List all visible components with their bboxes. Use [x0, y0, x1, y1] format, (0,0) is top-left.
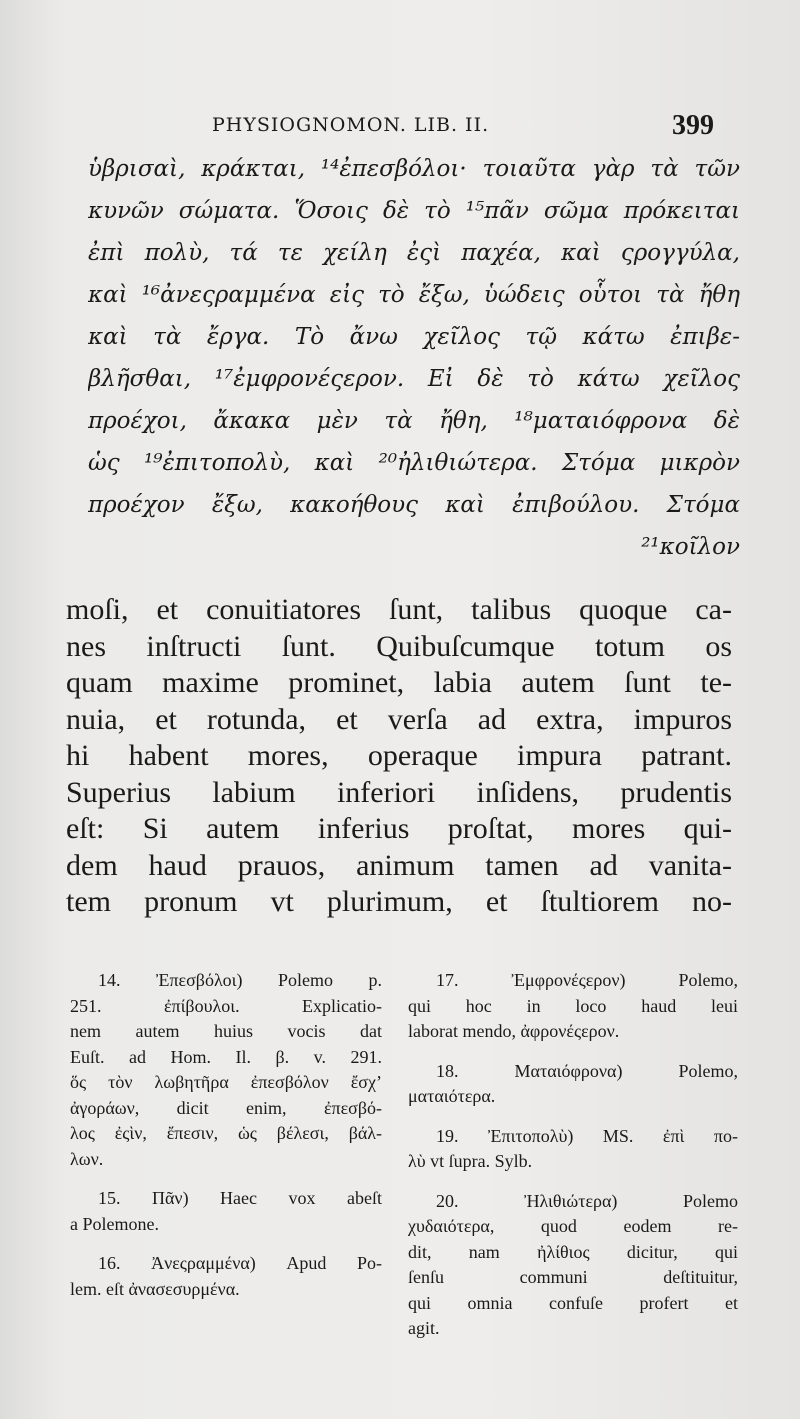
footnote-line: ſenſu communi deſtituitur, — [408, 1267, 738, 1287]
footnote-line: laborat mendo, ἀφρονέςερον. — [408, 1021, 620, 1041]
footnote-line: dit, nam ἠλίθιος dicitur, qui — [408, 1241, 738, 1262]
latin-line: Superius labium inferiori inſidens, prudentis — [66, 775, 732, 809]
footnote-14 — [70, 968, 382, 1172]
footnote-16 — [70, 1251, 382, 1302]
latin-line: eſt: Si autem inferius proſtat, mores qui- — [66, 812, 732, 845]
latin-line: hi habent mores, operaque impura patrant. — [66, 739, 732, 772]
latin-line: moſi, et conuitiatores ſunt, talibus quoque ca- — [66, 593, 732, 626]
footnote-line: χυδαιότερα, quod eodem re- — [408, 1216, 738, 1236]
latin-line: dem haud prauos, animum tamen ad vanita- — [66, 848, 732, 882]
footnote-line: qui omnia confuſe profert et — [408, 1292, 738, 1313]
footnote-line: ἀγοράων, dicit enim, ἐπεσβό- — [70, 1097, 382, 1118]
footnote-line: 19. Ἐπιτοπολὺ) MS. ἐπὶ πο- — [436, 1125, 738, 1146]
running-title: PHYSIOGNOMON. LIB. II. — [212, 114, 490, 136]
footnote-line: Euſt. ad Hom. Il. β. v. 291. — [70, 1046, 382, 1067]
footnote-line: λος ἐςὶν, ἔπεσιν, ὡς βέλεσι, βάλ- — [70, 1123, 382, 1143]
latin-line: nes inſtructi ſunt. Quibuſcumque totum os — [66, 629, 732, 663]
footnote-line: 251. ἐπίβουλοι. Explicatio- — [70, 995, 382, 1016]
latin-line: nuia, et rotunda, et verſa ad extra, impuros — [66, 702, 732, 736]
footnote-line: ὅς τὸν λωβητῆρα ἐπεσβόλον ἔσχ’ — [70, 1072, 382, 1092]
footnotes-right-column — [408, 968, 738, 1356]
greek-text-block — [88, 148, 740, 568]
latin-line: tem pronum vt plurimum, et ſtultiorem no- — [66, 885, 732, 918]
footnote-line: ματαιότερα. — [408, 1086, 496, 1106]
footnote-line: qui hoc in loco haud leui — [408, 995, 738, 1016]
footnote-line: lem. eſt ἀνασεσυρμένα. — [70, 1278, 240, 1299]
greek-line: προέχον ἔξω, κακοήθους καὶ ἐπιβούλου. Στόμα — [88, 492, 740, 518]
footnote-20 — [408, 1189, 738, 1342]
greek-line: καὶ τὰ ἔργα. Τὸ ἄνω χεῖλος τῷ κάτω ἐπιβε- — [88, 324, 740, 350]
latin-text-block — [66, 592, 732, 921]
footnote-line: 16. Ἀνεςραμμένα) Apud Po- — [98, 1253, 382, 1273]
page-header — [0, 110, 800, 150]
footnote-line: λων. — [70, 1148, 104, 1169]
footnote-line: nem autem huius vocis dat — [70, 1021, 382, 1041]
greek-line: καὶ ¹⁶ἀνεςραμμένα εἰς τὸ ἔξω, ὑώδεις οὗτοι τὰ ἤθη — [88, 282, 740, 308]
footnote-line: 15. Πᾶν) Haec vox abeſt — [98, 1188, 382, 1208]
footnote-17 — [408, 968, 738, 1045]
footnote-line: 20. Ἠλιθιώτερα) Polemo — [436, 1190, 738, 1211]
greek-line: βλῆσθαι, ¹⁷ἐμφρονέςερον. Εἰ δὲ τὸ κάτω χεῖλος — [88, 366, 740, 392]
latin-line: quam maxime prominet, labia autem ſunt te- — [66, 666, 732, 699]
greek-line: ἐπὶ πολὺ, τά τε χείλη ἐςὶ παχέα, καὶ ςρογγύλα, — [88, 240, 740, 266]
footnote-line: 18. Ματαιόφρονα) Polemo, — [436, 1060, 738, 1081]
catchword: ²¹κοῖλον — [641, 534, 740, 560]
footnotes-left-column — [70, 968, 382, 1316]
footnote-18 — [408, 1059, 738, 1110]
greek-line: ὑβρισαὶ, κράκται, ¹⁴ἐπεσβόλοι· τοιαῦτα γὰρ τὰ τῶν — [88, 156, 740, 182]
footnote-line: 14. Ἐπεσβόλοι) Polemo p. — [98, 970, 382, 990]
footnote-15 — [70, 1186, 382, 1237]
footnote-line: λὺ vt ſupra. Sylb. — [408, 1151, 533, 1171]
footnote-line: agit. — [408, 1318, 440, 1338]
greek-line: προέχοι, ἄκακα μὲν τὰ ἤθη, ¹⁸ματαιόφρονα δὲ — [88, 408, 740, 434]
footnote-19 — [408, 1124, 738, 1175]
greek-line: κυνῶν σώματα. Ὅσοις δὲ τὸ ¹⁵πᾶν σῶμα πρόκειται — [88, 198, 740, 224]
page-number: 399 — [672, 110, 714, 141]
footnote-line: 17. Ἐμφρονέςερον) Polemo, — [436, 970, 738, 990]
greek-line: ὡς ¹⁹ἐπιτοπολὺ, καὶ ²⁰ἠλιθιώτερα. Στόμα μικρὸν — [88, 450, 740, 476]
footnote-line: a Polemone. — [70, 1213, 159, 1234]
